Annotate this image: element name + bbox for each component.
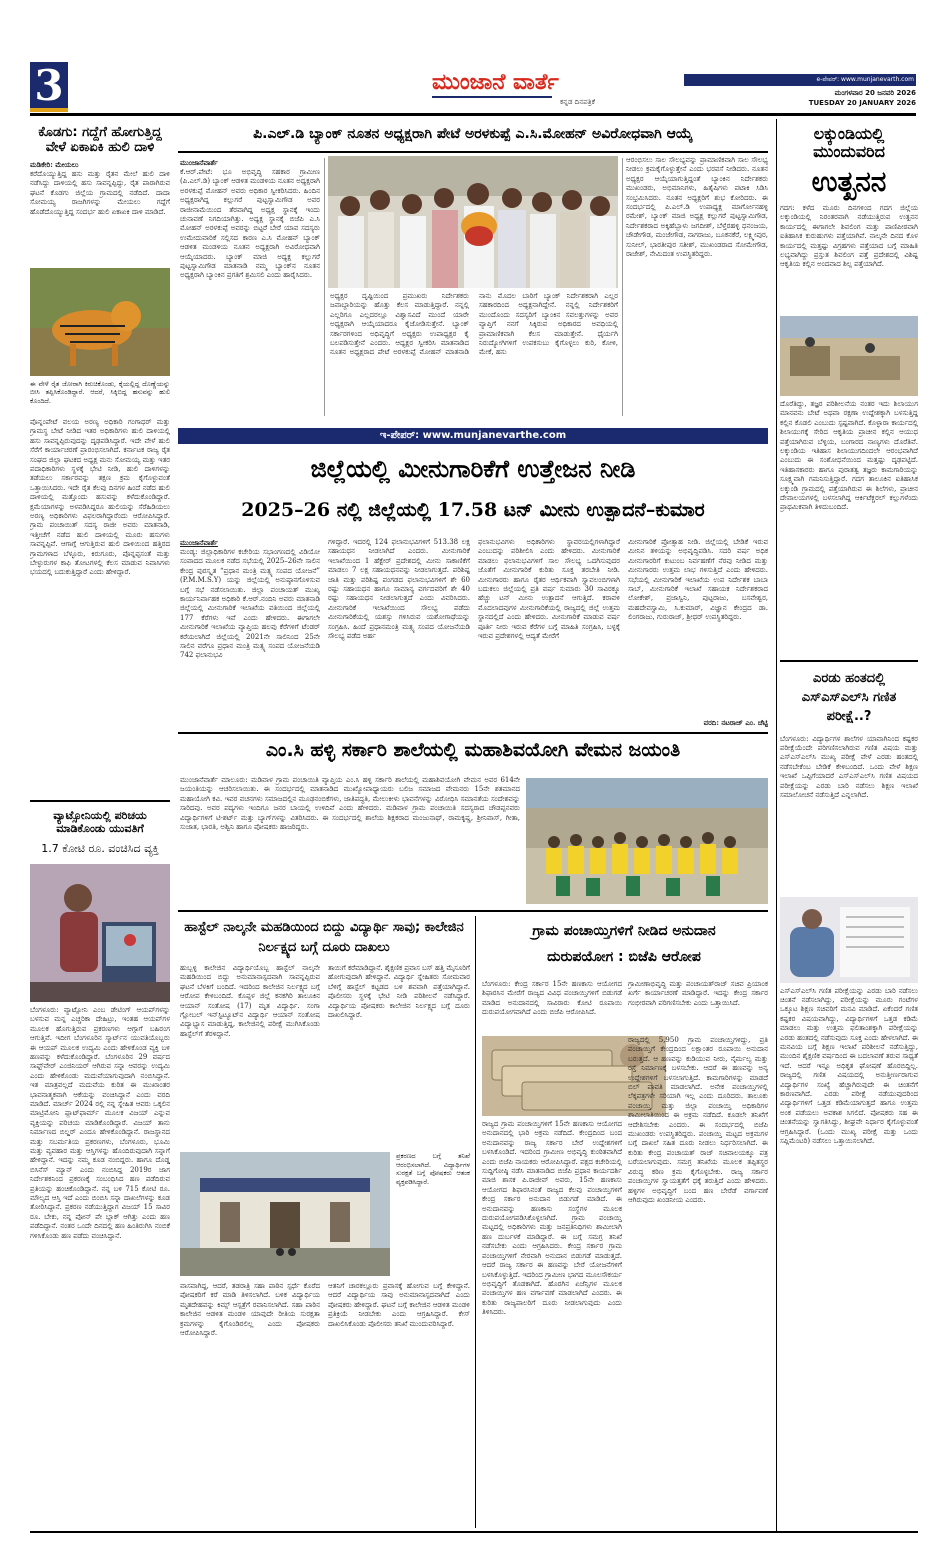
fish-col-3: ಫಲಾನುಭವಿಗಳು ಅಧಿಕಾರಿಗಳು ಸ್ಥಾವರಯಲ್ಲಿಗಳಾಗಿದ್ದಾರೆ ಎಂಬುದನ್ನು ಪರಿಶೀಲಿಸಿ ಎಂದು ಹೇಳಿದರು. ಮೀನುಗಾರಿಕೆ ಮಾಡಲು ಫಲಾನುಭವಿಗಳಿಗೆ ಸಾಲ ಸೌಲಭ್ಯ ಒದಗಿಸುವುದರ ಜೊತೆಗೆ ಮೀನುಗಾರಿಕೆ ಕುರಿತು ಸೂಕ್ತ ತರಬೇತಿ ನೀಡಿ. ಮೀನುಗಾರರು ಹಾಗೂ ರೈತರ ಆರ್ಥಿಕವಾಗಿ ಸ್ವಾವಲಂಬಿಗಳಾಗಿ ಬದುಕಲು ಜಿಲ್ಲೆಯಲ್ಲಿ ಪ್ರತಿ ವರ್ಷ ಸುಮಾರು 30 ಸಾವಿರಕ್ಕೂ ಹೆಚ್ಚು ಟನ್ ಮೀನು ಉತ್ಪಾದನೆ ಆಗುತ್ತಿದೆ. ಕರಾವಳಿ ಮೊದಲಾದವುಗಳ ಮೀನುಗಾರಿಕೆಯಲ್ಲಿ ರಾಜ್ಯದಲ್ಲಿ ಜಿಲ್ಲೆ ಉತ್ತಮ ಸ್ಥಾನದಲ್ಲಿದೆ ಎಂದು ಹೇಳಿದರು. ಮೀನುಗಾರಿಕೆ ಮಾಡುವ ವರ್ಷ ಪೂರ್ತಿ ನೀರು ಇರುವ ಕೆರೆಗಳ ಬಗ್ಗೆ ಮಾಹಿತಿ ಸಂಗ್ರಹಿಸಿ, ಬಳ್ಳಕ್ಕೆ ಇರುವ ಪ್ರದೇಶಗಳಲ್ಲಿ ಆದ್ಯತೆ ಮೇರೆಗೆ [478,538,620,641]
bank-headline-box [178,119,768,153]
right-divider-1 [780,660,918,662]
grant-headline-box [480,918,768,976]
bank-dateline: ಮುಂಜಾನೆವಾರ್ತೆ [180,158,218,167]
lakkundi-story [780,119,918,657]
bank-col-2: ಅಧ್ಯಕ್ಷರ ದೃಷ್ಟಿಯಿಂದ ಪ್ರಮುಖರು ನಿರ್ದೇಶಕರು ಜವಾಬ್ದಾರಿಯನ್ನು ಹೊತ್ತು ಕೆಲಸ ಮಾಡುತ್ತಿದ್ದಾರೆ. ನನ್ನಲ್ಲಿ ಎಲ್ಲರಿಗೂ ಎಲ್ಲದರಲ್ಲೂ ವಿಶ್ವಾಸವಿದೆ ಮುಂದೆ ಯಾರೇ ಅಧ್ಯಕ್ಷರಾಗಿ ಆಯ್ಕೆಯಾದರೂ ಕೈಜೋಡಿಸುತ್ತೇನೆ. ಬ್ಯಾಂಕ್ ಸರ್ಕಾರಗಳಿಂದ ಅಧಿವೃದ್ಧಿಗೆ ಅಧ್ಯಕ್ಷರು ಉಪಾಧ್ಯಕ್ಷರ ಕೈ ಬಲಪಡಿಸುತ್ತೇನೆ ಎಂದರು. ಆಧ್ಯಕ್ಷರ ಸ್ವೀಕರಿಸಿ ಮಾತನಾಡಿದ ನೂತನ ಅಧ್ಯಕ್ಷರಾದ ಪೇಟೆ ಅರಳಕುಪ್ಪೆ ಮೋಹನ್ ಮಾತನಾಡಿ ನಾನು ಮೊದಲ ಬಾರಿಗೆ ಬ್ಯಾಂಕ್ ನಿರ್ದೇಶಕರಾಗಿ ಎಲ್ಲರ ಸಹಕಾರದಿಂದ ಅಧ್ಯಕ್ಷನಾಗಿದ್ದೇನೆ. ನನ್ನಲ್ಲಿ ನಿರ್ದೇಶಕರಿಗೆ ಮುಂದೊಂದು ಸದಸ್ಯರಿಗೆ ಬ್ಯಾಂಕಿನ ಸವಲತ್ತುಗಳನ್ನು ಅವರ ವ್ಯಾಪ್ತಿಗೆ ನನಗೆ ಸಿಕ್ಕಿರುವ ಅಧಿಕಾರದ ಅವಧಿಯಲ್ಲಿ ಪ್ರಾಮಾಣಿಕವಾಗಿ ಕೆಲಸ ಮಾಡುತ್ತೇನೆ. ಧೈರ್ಯಗಿ ನಿರುದ್ಯೋಗಿಗಳಿಗೆ ಉಪಕಸುಬು ಕೈಗೊಳ್ಳಲು ಕುರಿ, ಕೋಳಿ, ಮೇಕೆ, ಹಸು [330,292,618,357]
grant-body-right: ರಾಜ್ಯದಲ್ಲಿ 5,950 ಗ್ರಾಮ ಪಂಚಾಯ್ತಿಗಳಿದ್ದು, ಪ್ರತಿ ಪಂಚಾಯ್ತಿಗೆ ಕೇಂದ್ರದಿಂದ ಲಕ್ಷಾಂತರ ರೂಪಾಯಿ ಅನುದಾನ ಬರುತ್ತದೆ. ಆ ಹಣವನ್ನು ಕುಡಿಯುವ ನೀರು, ನೈರ್ಮಲ್ಯ ಮತ್ತು ರಸ್ತೆ ನಿರ್ಮಾಣಕ್ಕೆ ಬಳಸಬೇಕು. ಆದರೆ ಈ ಹಣವನ್ನು ಅನ್ಯ ಉದ್ದೇಶಗಳಿಗೆ ಬಳಸಲಾಗುತ್ತಿದೆ. ಕಾಮಗಾರಿಗಳನ್ನು ಮಾಡದೆ ಬಿಲ್ ಪಾವತಿ ಮಾಡಲಾಗಿದೆ. ಅನೇಕ ಪಂಚಾಯ್ತಿಗಳಲ್ಲಿ ಲೆಕ್ಕಪತ್ರಗಳೇ ಸರಿಯಾಗಿ ಇಲ್ಲ ಎಂದು ದೂರಿದರು. ತಾಲೂಕು ಪಂಚಾಯ್ತಿ ಮತ್ತು ಜಿಲ್ಲಾ ಪಂಚಾಯ್ತಿ ಅಧಿಕಾರಿಗಳ ಶಾಮೀಲಾತಿಯಿಂದ ಈ ಅಕ್ರಮ ನಡೆದಿದೆ. ಕೂಡಲೇ ತನಿಖೆಗೆ ಆದೇಶಿಸಬೇಕು ಎಂದರು. ಈ ಸಂದರ್ಭದಲ್ಲಿ ಬಿಜೆಪಿ ಮುಖಂಡರು ಉಪಸ್ಥಿತರಿದ್ದರು. ಪಂಚಾಯ್ತಿ ಮಟ್ಟದ ಅಕ್ರಮಗಳ ಬಗ್ಗೆ ದಾಖಲೆ ಸಹಿತ ದೂರು ನೀಡಲು ನಿರ್ಧರಿಸಲಾಗಿದೆ. ಈ ಕುರಿತು ಕೇಂದ್ರ ಪಂಚಾಯತ್ ರಾಜ್ ಸಚಿವಾಲಯಕ್ಕೂ ಪತ್ರ ಬರೆಯಲಾಗುವುದು. ಸಮಗ್ರ ತನಿಖೆಯ ಮೂಲಕ ತಪ್ಪಿತಸ್ಥರ ವಿರುದ್ಧ ಕಠಿಣ ಕ್ರಮ ಕೈಗೊಳ್ಳಬೇಕು. ರಾಜ್ಯ ಸರ್ಕಾರ ಪಂಚಾಯ್ತಿಗಳ ಸ್ವಾಯತ್ತತೆಗೆ ಧಕ್ಕೆ ತರುತ್ತಿದೆ ಎಂದು ಹೇಳಿದರು. ಹಳ್ಳಿಗಳ ಅಭಿವೃದ್ಧಿಗೆ ಬಂದ ಹಣ ಬೇರೆಡೆ ವರ್ಗಾವಣೆ ಆಗಿರುವುದು ಖಂಡನೀಯ ಎಂದರು. [628,1036,768,1204]
scam-photo [30,864,170,1002]
fish-credit: ವರದಿ: ನಟರಾಜ್ ಎಂ. ಚೆಟ್ಟಿ [703,718,768,727]
grant-headline-1: ಗ್ರಾಮ ಪಂಚಾಯ್ತಿಗಳಿಗೆ ನೀಡಿದ ಅನುದಾನ [532,923,716,939]
tiger-dateline: ಮಡಿಕೇರಿ: ಮೇಯಲು [30,159,79,169]
masthead-tagline: ಕನ್ನಡ ದಿನಪತ್ರಿಕೆ [560,98,596,106]
tiger-caption: ಈ ವೇಳೆ ರೈತ ಜೋರಾಗಿ ಕಿರುಚಿಕೊಂಡು, ಕೈಯಲ್ಲಿದ್ದ ದೊಣ್ಣೆಯನ್ನು ಬೀಸಿ ತಪ್ಪಿಸಿಕೊಂಡಿದ್ದಾರೆ. ಆದರೆ, ಸಿಕ್ಕಿಬಿದ್ದ ಹಸುವನ್ನು ಹುಲಿ ಕೊಂದಿದೆ. [30,379,170,406]
lakkundi-photo [780,316,918,396]
hostel-photo [180,1152,390,1276]
scam-story [30,806,170,1531]
hostel-col-4: ಆತನಿಗೆ ಚಾರಕಲ್ಲೂರು ಪ್ರವಾಸಕ್ಕೆ ಹೋಗುವ ಬಗ್ಗೆ ಕೇಳಿದ್ದಾನೆ. ಆದರೆ ವಿದ್ಯಾರ್ಥಿಯ ಸಾವು ಅನುಮಾನಾಸ್ಪದವಾಗಿದೆ ಎಂದು ಪೋಷಕರು ಹೇಳಿದ್ದಾರೆ. ಘಟನೆ ಬಗ್ಗೆ ಕಾಲೇಜಿನ ಆಡಳಿತ ಮಂಡಳಿ ಪ್ರತಿಕ್ರಿಯೆ ನೀಡಬೇಕು ಎಂದು ಆಗ್ರಹಿಸಿದ್ದಾರೆ. ಕೇಸ್ ದಾಖಲಿಸಿಕೊಂಡು ಪೊಲೀಸರು ತನಿಖೆ ಮುಂದುವರಿಸಿದ್ದಾರೆ. [328,1282,470,1328]
sslc-body: ಬೆಂಗಳೂರು: ವಿದ್ಯಾರ್ಥಿಗಳ ಶಾಲೆಗಳ ಯಾವಾಗಿನಿಂದ ಕಷ್ಟಕರ ಪರೀಕ್ಷೆಯೆಂದೇ ಪರಿಗಣಿಸಲಾಗಿರುವ ಗಣಿತ ವಿಷಯ ಮತ್ತು ಎಸ್ಎಸ್ಎಲ್‌ಸಿ ಮುಖ್ಯ ಪರೀಕ್ಷೆ ವೇಳೆ ಎರಡು ಹಂತದಲ್ಲಿ ನಡೆಸಬೇಕೆಂಬ ಬೇಡಿಕೆ ಕೇಳಿಬಂದಿದೆ. ಒಂದು ವೇಳೆ ಶಿಕ್ಷಣ ಇಲಾಖೆ ಒಪ್ಪಿಗೆಯಾದರೆ ಎಸ್ಎಸ್ಎಲ್‌ಸಿ ಗಣಿತ ವಿಷಯದ ಪರೀಕ್ಷೆಯನ್ನು ಎರಡು ಬಾರಿ ನಡೆಸಲು ಶಿಕ್ಷಣ ಇಲಾಖೆ ಸಮಾಲೋಚನೆ ನಡೆಸುತ್ತಿದೆ ಎನ್ನಲಾಗಿದೆ. [780,734,918,799]
left-divider [30,800,170,802]
sslc-headline: ಎರಡು ಹಂತದಲ್ಲಿ ಎಸ್ಎಸ್ಎಲ್‌ಸಿ ಗಣಿತ ಪರೀಕ್ಷೆ..? [801,671,897,724]
grant-headline-2: ದುರುಪಯೋಗ : ಬಿಜೆಪಿ ಆರೋಪ [547,949,701,965]
bank-col-rule-1 [324,158,325,416]
hostel-photo-caption: ಪ್ರಕರಣದ ಬಗ್ಗೆ ತನಿಖೆ ಆರಂಭಿಸಲಾಗಿದೆ. ವಿದ್ಯಾರ್ಥಿಗಳ ಸುರಕ್ಷತೆ ಬಗ್ಗೆ ಪೋಷಕರು ಆತಂಕ ವ್ಯಕ್ತಪಡಿಸಿದ್ದಾರೆ. [396,1152,470,1186]
tiger-photo [30,268,170,376]
tiger-story [30,120,170,800]
school-photo [526,778,768,904]
lakkundi-headline-1: ಲಕ್ಕುಂಡಿಯಲ್ಲಿ ಮುಂದುವರಿದ [813,124,885,162]
page-number-box [30,62,68,112]
page-bottom-rule [30,1531,918,1533]
tiger-headline: ಕೊಡಗು: ಗದ್ದೆಗೆ ಹೋಗುತ್ತಿದ್ದ ವೇಳೆ ಏಕಾಏಕಿ ಹುಲಿ ದಾಳಿ [38,125,162,155]
bank-col-1: ಕೆ.ಆರ್.ಪೇಟೆ: ಭೂ ಅಭಿವೃದ್ಧಿ ಸಹಕಾರ ಗ್ರಾಮೀಣ (ಪಿ.ಎಲ್.ಡಿ) ಬ್ಯಾಂಕ್ ಆಡಳಿತ ಮಂಡಳಿಯ ನೂತನ ಅಧ್ಯಕ್ಷರಾಗಿ ಅರಳಕುಪ್ಪೆ ಮೋಹನ್ ಅವರು ಅಧಿಕಾರ ಸ್ವೀಕರಿಸಿದರು. ಹಿಂದಿನ ಅಧ್ಯಕ್ಷರಾಗಿದ್ದ ಕಲ್ಲುಗರೆ ಪುಟ್ಟಸ್ವಾಮಿಗೌಡ ಅವರ ರಾಜೀನಾಮೆಯಿಂದ ತೆರವಾಗಿದ್ದ ಅಧ್ಯಕ್ಷ ಸ್ಥಾನಕ್ಕೆ ಇಂದು ಚುನಾವಣೆ ನಿಗದಿಯಾಗಿತ್ತು. ಅಧ್ಯಕ್ಷ ಸ್ಥಾನಕ್ಕೆ ಬಿಜೆಪಿ ಎ.ಸಿ ಮೋಹನ್ ಅರಳಕುಪ್ಪೆ ಅವರನ್ನು ಬಿಟ್ಟರೆ ಬೇರೆ ಯಾವ ಸದಸ್ಯರು ಉಮೇದುವಾರಿಕೆ ಸಲ್ಲಿಸದ ಕಾರಣ ಎ.ಸಿ ಮೋಹನ್ ಬ್ಯಾಂಕ್ ಆಡಳಿತ ಮಂಡಳಿಯ ನೂತನ ಅಧ್ಯಕ್ಷರಾಗಿ ಅವಿರೋಧವಾಗಿ ಆಯ್ಕೆಯಾದರು. ಬ್ಯಾಂಕ್ ಮಾಜಿ ಅಧ್ಯಕ್ಷ ಕಲ್ಲುಗರೆ ಪುಟ್ಟಸ್ವಾಮಿಗೌಡ ಮಾತನಾಡಿ ನಮ್ಮ ಬ್ಯಾಂಕ್‌ನ ನೂತನ ಅಧ್ಯಕ್ಷರಾಗಿ ಬ್ಯಾಂಕಿನ ಪ್ರಗತಿಗೆ ಶ್ರಮಿಸಲಿ ಎಂದು ಹಾರೈಸಿದರು. [180,168,320,280]
scam-headline: ವ್ಯಾಟ್ಸೋನಿಯಲ್ಲಿ ಪರಿಚಯ ಮಾಡಿಕೊಂಡು ಯುವತಿಗೆ [53,809,147,835]
sslc-body-2: ಎಸ್ಎಸ್ಎಲ್‌ಸಿ ಗಣಿತ ಪರೀಕ್ಷೆಯನ್ನು ಎರಡು ಬಾರಿ ನಡೆಸಲು ಚಿಂತನೆ ನಡೆಸಲಾಗಿದ್ದು, ಪರೀಕ್ಷೆಯನ್ನು ಮೂರು ಗಂಟೆಗಳ ಒಕ್ಕೂಟ ಶಿಕ್ಷಣ ಸಚಿವರಿಗೆ ಮನವಿ ಮಾಡಿದೆ. ಏಕೆಂದರೆ ಗಣಿತ ಕಷ್ಟಕರ ವಿಷಯವಾಗಿದ್ದು, ವಿದ್ಯಾರ್ಥಿಗಳಿಗೆ ಒತ್ತಡ ಕಡಿಮೆ ಮಾಡಲು ಮತ್ತು ಉತ್ತಮ ಫಲಿತಾಂಶಕ್ಕಾಗಿ ಪರೀಕ್ಷೆಯನ್ನು ಎರಡು ಹಂತದಲ್ಲಿ ನಡೆಸುವುದು ಸೂಕ್ತ ಎಂದು ಹೇಳಲಾಗಿದೆ. ಈ ಮನವಿಯ ಬಗ್ಗೆ ಶಿಕ್ಷಣ ಇಲಾಖೆ ಪರಿಶೀಲನೆ ನಡೆಸುತ್ತಿದ್ದು, ಮುಂದಿನ ಶೈಕ್ಷಣಿಕ ವರ್ಷದಿಂದ ಈ ಬದಲಾವಣೆ ತರುವ ಸಾಧ್ಯತೆ ಇದೆ. ಆದರೆ ಇನ್ನೂ ಅಧಿಕೃತ ಘೋಷಣೆ ಹೊರಬಿದ್ದಿಲ್ಲ. ರಾಜ್ಯದಲ್ಲಿ ಗಣಿತ ವಿಷಯದಲ್ಲಿ ಅನುತ್ತೀರ್ಣರಾಗುವ ವಿದ್ಯಾರ್ಥಿಗಳ ಸಂಖ್ಯೆ ಹೆಚ್ಚಾಗಿರುವುದೇ ಈ ಚಿಂತನೆಗೆ ಕಾರಣವಾಗಿದೆ. ಎರಡು ಪರೀಕ್ಷೆ ನಡೆಯುವುದರಿಂದ ವಿದ್ಯಾರ್ಥಿಗಳಿಗೆ ಒತ್ತಡ ಕಡಿಮೆಯಾಗುತ್ತದೆ ಹಾಗೂ ಉತ್ತಮ ಅಂಕ ಪಡೆಯಲು ಅವಕಾಶ ಸಿಗಲಿದೆ. ಪೋಷಕರು ಸಹ ಈ ಚಿಂತನೆಯನ್ನು ಸ್ವಾಗತಿಸಿದ್ದು, ಶೀಘ್ರವೇ ನಿರ್ಧಾರ ಕೈಗೊಳ್ಳುವಂತೆ ಆಗ್ರಹಿಸಿದ್ದಾರೆ. (ಒಂದು ಮುಖ್ಯ ಪರೀಕ್ಷೆ ಮತ್ತು ಒಂದು ಸಪ್ಲಿಮೆಂಟರಿ) ನಡೆಸಲು ಒತ್ತಾಯಿಸಲಾಗಿದೆ. [780,986,918,1146]
masthead-underline [432,96,552,98]
hostel-col-2: ತಾಯಿಗೆ ಕರೆಮಾಡಿದ್ದಾನೆ. ಶೈಕ್ಷಣಿಕ ಪ್ರವಾಸ ಬಸ್ ಹತ್ತಿ ಮೈಸೂರಿಗೆ ಹೋಗುವುದಾಗಿ ಹೇಳಿದ್ದಾನೆ. ವಿದ್ಯಾರ್ಥಿ ಸ್ನೇಹಿತರು ಸೋಮವಾರ ಬೆಳಿಗ್ಗೆ ಹಾಸ್ಟೆಲ್ ಕಟ್ಟಡದ ಬಳಿ ಶವವಾಗಿ ಪತ್ತೆಯಾಗಿದ್ದಾನೆ. ಪೊಲೀಸರು ಸ್ಥಳಕ್ಕೆ ಭೇಟಿ ನೀಡಿ ಪರಿಶೀಲನೆ ನಡೆಸಿದ್ದಾರೆ. ವಿದ್ಯಾರ್ಥಿಯ ಪೋಷಕರು ಕಾಲೇಜಿನ ನಿರ್ಲಕ್ಷ್ಯದ ಬಗ್ಗೆ ದೂರು ದಾಖಲಿಸಿದ್ದಾರೆ. [328,964,470,1020]
sslc-photo [780,897,918,983]
lakkundi-body-2: ದೊರೆತಿದ್ದು, ತಜ್ಞರ ಪರಿಶೀಲನೆಯ ನಂತರ ಇದು ಶಿಲಾಯುಗ ಮಾನವನು ಬೇಟೆ ಅಥವಾ ರಕ್ಷಣಾ ಉದ್ದೇಶಕ್ಕಾಗಿ ಬಳಸುತ್ತಿದ್ದ ಕಲ್ಲಿನ ಕೊಡಲಿ ಎಂಬುದು ಸ್ಪಷ್ಟವಾಗಿದೆ. ಕೊಳ್ಳಾರಾ ಕಾರ್ಯದಲ್ಲಿ ಶಿಲಾಯುಗಕ್ಕೆ ಸೇರಿದ ಆಕೃತಿಯ ಪ್ರಾಚೀನ ಕಲ್ಲಿನ ಆಯುಧ ಪತ್ತೆಯಾಗಿರುವ ಬೆಳ್ಳಿಯ, ಬಂಗಾರದ ನಾಣ್ಯಗಳು ದೊರೆತಿವೆ. ಲಕ್ಕುಂಡಿಯ ಇತಿಹಾಸ ಶಿಲಾಯುಗದಿಂದಲೇ ಆರಂಭವಾಗಿದೆ ಎಂಬುದು ಈ ಸಂಶೋಧನೆಯಿಂದ ಮತ್ತಷ್ಟು ದೃಢಪಟ್ಟಿದೆ. ಇತಿಹಾಸಕಾರರು ಹಾಗೂ ಪುರಾತತ್ವ ತಜ್ಞರು ಕಾಮಗಾರಿಯನ್ನು ಸೂಕ್ಷ್ಮವಾಗಿ ಗಮನಿಸುತ್ತಿದ್ದಾರೆ. ಗದಗ ತಾಲೂಕಿನ ಐತಿಹಾಸಿಕ ಲಕ್ಕುಂಡಿ ಗ್ರಾಮದಲ್ಲಿ ಪತ್ತೆಯಾಗಿರುವ ಈ ಶಿಲೆಗಳು, ಪ್ರಾಚೀನ ದೇವಾಲಯಗಳಲ್ಲಿ ಬಳಸಲಾಗಿದ್ದ ಆರ್ಕಿಟೆಕ್ಚರಲ್ ಕಲ್ಲುಗಳೆಂದು ಪ್ರಾಥಮಿಕವಾಗಿ ತಿಳಿದುಬಂದಿದೆ. [780,399,918,512]
school-body: ಮುಂಜಾನೆವಾರ್ತೆ ಮಾಲೂರು: ಮಡಿವಾಳ ಗ್ರಾಮ ಪಂಚಾಯಿತಿ ವ್ಯಾಪ್ತಿಯ ಎಂ.ಸಿ ಹಳ್ಳಿ ಸರ್ಕಾರಿ ಶಾಲೆಯಲ್ಲಿ ಮಹಾಶಿವಯೋಗಿ ವೇಮನ ಅವರ 614ನೇ ಜಯಂತಿಯನ್ನು ಆಚರಿಸಲಾಯಿತು. ಈ ಸಂದರ್ಭದಲ್ಲಿ ಮಾತನಾಡಿದ ಮುಖ್ಯೋಪಾಧ್ಯಾಯರು ಬಲಿಜ ಸಮಾಜದ ವೇಮನರು 15ನೇ ಶತಮಾನದ ಮಹಾಯೋಗಿ ಕವಿ. ಇವರ ವಚನಗಳು ಸಮಾಜದಲ್ಲಿನ ಮೂಢನಂಬಿಕೆಗಳು, ಜಾತಿಪದ್ಧತಿ, ಮೇಲುಕೀಳು ಭಾವನೆಗಳನ್ನು ವಿರೋಧಿಸಿ ಸಮಾನತೆಯ ಸಂದೇಶವನ್ನು ಸಾರಿದವು. ಅವರ ಪದ್ಯಗಳು ಇಂದಿಗೂ ಜನರ ಬಾಯಲ್ಲಿ ಉಳಿದಿವೆ ಎಂದು ಹೇಳಿದರು. ಮಡಿವಾಳ ಗ್ರಾಮ ಪಂಚಾಯಿತಿ ಸದಸ್ಯರಾದ ಚೌಡಪ್ಪನವರು ವಿದ್ಯಾರ್ಥಿಗಳಿಗೆ ಟಿ-ಶರ್ಟ್ ಮತ್ತು ಬ್ಯಾಗ್‌ಗಳನ್ನು ವಿತರಿಸಿದರು. ಈ ಸಂದರ್ಭದಲ್ಲಿ ಶಾಲೆಯ ಶಿಕ್ಷಕರಾದ ಮಂಜುನಾಥ್, ರಾಮಕೃಷ್ಣ, ಶ್ರೀನಿವಾಸ್, ಗೀತಾ, ಸುಜಾತ, ಭಾರತಿ, ಅಶ್ವಿನಿ ಹಾಗೂ ಪೋಷಕರು ಹಾಜರಿದ್ದರು. [180,776,520,832]
header-url: e-ಪೇಪರ್: www.munjanevarth.com [816,76,914,83]
tiger-body-2: ಪೊನ್ನಂಪೇಟೆ ವಲಯ ಅರಣ್ಯ ಅಧಿಕಾರಿ ಗಂಗಾಧರ್ ಮತ್ತು ಗ್ರಾಮಸ್ಥ ಬೇಟೆ ನೀಡಿದ ಇತರ ಅಧಿಕಾರಿಗಳು ಹುಲಿ ದಾಳಿಯಲ್ಲಿ ಹಸು ಸಾವನ್ನಪ್ಪಿರುವುದನ್ನು ದೃಢಪಡಿಸಿದ್ದಾರೆ. ಇದೇ ವೇಳೆ ಹುಲಿ ಸೆರೆಗೆ ಕಾರ್ಯಾಚರಣೆ ಪ್ರಾರಂಭಿಸಲಾಗಿದೆ. ಕರ್ನಾಟಕ ರಾಜ್ಯ ರೈತ ಸಂಘದ ಜಿಲ್ಲಾ ಘಟಕದ ಅಧ್ಯಕ್ಷ ಮನು ಸೋಮಯ್ಯ ಮತ್ತು ಇತರ ಪದಾಧಿಕಾರಿಗಳು ಸ್ಥಳಕ್ಕೆ ಭೇಟಿ ನೀಡಿ, ಹುಲಿ ದಾಳಿಗಳನ್ನು ತಡೆಯಲು ಸರ್ಕಾರವನ್ನು ತಕ್ಷಣ ಕ್ರಮ ಕೈಗೊಳ್ಳುವಂತೆ ಒತ್ತಾಯಿಸಿದರು. ಇದೇ ರೈತ ಕೆಲವು ದಿನಗಳ ಹಿಂದೆ ನಡೆದ ಹುಲಿ ದಾಳಿಯಲ್ಲಿ ಮತ್ತೊಂದು ಹಸುವನ್ನು ಕಳೆದುಕೊಂಡಿದ್ದಾರೆ. ಕ್ಷಮೆಯಾಗಳನ್ನು ಅಳವಡಿಸಿದ್ದರೂ ಹುಲಿಯನ್ನು ಸೆರೆಹಿಡಿಯಲು ಅರಣ್ಯ ಅಧಿಕಾರಿಗಳು ವಿಫಲರಾಗಿದ್ದಾರೆಂದು ಆರೋಪಿಸಿದ್ದಾರೆ. ಗ್ರಾಮ ಪಂಚಾಯಿತ್ ಸದಸ್ಯ ರಾಜೀ ಅವರು ಮಾತನಾಡಿ, ಇತ್ತೀಚೆಗೆ ನಡೆದ ಹುಲಿ ದಾಳಿಯಲ್ಲಿ ಮೂರು ಹಸುಗಳು ಸಾವನ್ನಪ್ಪಿವೆ. ಆಗಾಗ್ಗೆ ಆಗುತ್ತಿರುವ ಹುಲಿ ದಾಳಿಯಿಂದ ಹತ್ತಿರದ ಗ್ರಾಮಗಳಾದ ಬೆಳ್ಳೂರು, ಕಿರುಗೂರು, ಪೊನ್ನಪ್ಪಸಂತೆ ಮತ್ತು ಬೇಳ್ಳುರುಗಳ ಕಾಫಿ ತೋಟಗಳಲ್ಲಿ ಕೆಲಸ ಮಾಡುವ ನಿವಾಸಿಗಳು ಭಯದಲ್ಲಿ ಬದುಕುತ್ತಿದ್ದಾರೆ ಎಂದು ಹೇಳಿದ್ದಾರೆ. [30,417,170,577]
fish-subhead: 2025–26 ನಲ್ಲಿ ಜಿಲ್ಲೆಯಲ್ಲಿ 17.58 ಟನ್ ಮೀನು ಉತ್ಪಾದನೆ–ಕುಮಾರ [241,500,705,521]
header-date-kn: ಮಂಗಳವಾರ 20 ಜನವರಿ 2026 [834,89,916,97]
fish-headline: ಜಿಲ್ಲೆಯಲ್ಲಿ ಮೀನುಗಾರಿಕೆಗೆ ಉತ್ತೇಜನ ನೀಡಿ [310,456,636,483]
bank-col-rule-2 [622,158,623,416]
grant-col-1: ಬೆಂಗಳೂರು: ಕೇಂದ್ರ ಸರ್ಕಾರ 15ನೇ ಹಣಕಾಸು ಆಯೋಗದ ಶಿಫಾರಸಿನ ಮೇರೆಗೆ ರಾಜ್ಯದ ವಿವಿಧ ಪಂಚಾಯ್ತಿಗಳಿಗೆ ಬಿಡುಗಡೆ ಮಾಡಿದ ಅನುದಾನದಲ್ಲಿ ಸಾವಿರಾರು ಕೋಟಿ ರೂಪಾಯಿ ದುರುಪಯೋಗವಾಗಿದೆ ಎಂದು ಬಿಜೆಪಿ ಆರೋಪಿಸಿದೆ. [482,980,622,1017]
page-number: 3 [34,61,64,110]
lakkundi-body: ಗದಗ: ಕಳೆದ ಮೂರು ದಿನಗಳಿಂದ ಗದಗ ಜಿಲ್ಲೆಯ ಲಕ್ಕುಂಡಿಯಲ್ಲಿ ನಿರಂತರವಾಗಿ ನಡೆಯುತ್ತಿರುವ ಉತ್ಖನನ ಕಾರ್ಯದಲ್ಲಿ ಈಗಾಗಲೇ ಶಿವಲಿಂಗ ಮತ್ತು ಪಾಣಿಪೀಠವಾಗಿ ಐತಿಹಾಸಿಕ ಕುರುಹುಗಳು ಪತ್ತೆಯಾಗಿವೆ. ನಾಲ್ಕನೇ ದಿನದ ಕೊಳ ಕಾರ್ಯದಲ್ಲಿ ಮತ್ತಷ್ಟು ವಿಗ್ರಹಗಳು ಪತ್ತೆಯಾದ ಬಗ್ಗೆ ಮಾಹಿತಿ ಲಭ್ಯವಾಗಿದ್ದು ಪ್ರಸ್ತುತ ಶಿವಲಿಂಗ ಪತ್ತೆ ಪ್ರದೇಶದಲ್ಲಿ ವಿಶಿಷ್ಟ ಆಕೃತಿಯ ಕಲ್ಲಿನ ಅಂದವಾದ ಶಿಲ್ಪ ಪತ್ತೆಯಾಗಿದೆ. [780,203,918,269]
header-date-en: TUESDAY 20 JANUARY 2026 [808,99,916,107]
epaper-url-bar [178,428,768,444]
masthead-rule [30,113,916,116]
bank-headline: ಪಿ.ಎಲ್.ಡಿ ಬ್ಯಾಂಕ್ ನೂತನ ಅಧ್ಯಕ್ಷರಾಗಿ ಪೇಟೆ ಅರಳಕುಪ್ಪೆ ಎ.ಸಿ.ಮೋಹನ್ ಅವಿರೋಧವಾಗಿ ಆಯ್ಕೆ [253,126,693,142]
scam-subhead: 1.7 ಕೋಟಿ ರೂ. ವಂಚಿಸಿದ ವ್ಯಕ್ತಿ [41,842,159,856]
right-border [776,119,777,1531]
fish-col-1: ಮಂಡ್ಯ: ಜಿಲ್ಲಾಧಿಕಾರಿಗಳ ಕಚೇರಿಯ ಸಭಾಂಗಣದಲ್ಲಿ ವಿಡಿಯೋ ಸಂವಾದದ ಮೂಲಕ ನಡೆದ ಸಭೆಯಲ್ಲಿ 2025–26ನೇ ಸಾಲಿನ ಕೇಂದ್ರ ಪುರಸ್ಕೃತ “ಪ್ರಧಾನ ಮಂತ್ರಿ ಮತ್ಸ್ಯ ಸಂಪದ ಯೋಜನೆ” (P.M.M.S.Y) ಯನ್ನು ಜಿಲ್ಲೆಯಲ್ಲಿ ಅನುಷ್ಠಾನಗೊಳಿಸುವ ಬಗ್ಗೆ ಸಭೆ ನಡೆಸಲಾಯಿತು. ಜಿಲ್ಲಾ ಪಂಚಾಯತ್ ಮುಖ್ಯ ಕಾರ್ಯನಿರ್ವಾಹಕ ಅಧಿಕಾರಿ ಕೆ.ಆರ್.ನಂದಿನಿ ಅವರು ಮಾತನಾಡಿ ಜಿಲ್ಲೆಯಲ್ಲಿ ಮೀನುಗಾರಿಕೆ ಇಲಾಖೆಯ ವತಿಯಿಂದ ಜಿಲ್ಲೆಯಲ್ಲಿ 177 ಕೆರೆಗಳು ಇವೆ ಎಂದು ಹೇಳಿದರು. ಈಗಾಗಲೇ ಮೀನುಗಾರಿಕೆ ಇಲಾಖೆಯ ವ್ಯಾಪ್ತಿಯ ಹಲವು ಕೆರೆಗಳಿಗೆ ಟೆಂಡರ್ ಕರೆಯಲಾಗಿದೆ ಜಿಲ್ಲೆಯಲ್ಲಿ 2021ನೇ ಸಾಲಿನಿಂದ 25ನೇ ಸಾಲಿನ ವರೆಗೂ ಪ್ರಧಾನ ಮಂತ್ರಿ ಮತ್ಸ್ಯ ಸಂಪದ ಯೋಜನೆಯಡಿ 742 ಫಲಾನುಭವಿ [180,548,320,660]
hostel-col-3: ವಾಸವಾಗಿದ್ದ, ಆದರೆ, ತಡರಾತ್ರಿ ಸಹಾ ಪಾಠಿನ ಸ್ಪರ್ಧೆ ಕೊರೆದ ಪೋಷಕರಿಗೆ ಕರೆ ಮಾಡಿ ತಿಳಿಸಲಾಗಿದೆ. ಬಳಿಕ ವಿದ್ಯಾರ್ಥಿಯ ಮೃತದೇಹವನ್ನು ಕಿಮ್ಸ್ ಆಸ್ಪತ್ರೆಗೆ ರವಾನಿಸಲಾಗಿದೆ. ಸಹಾ ಪಾಠಿನ ಕಾಲೇಜಿನ ಆಡಳಿತ ಮಂಡಳಿ ಯಾವುದೇ ರೀತಿಯ ಸುರಕ್ಷತಾ ಕ್ರಮಗಳನ್ನು ಕೈಗೊಂಡಿರಲಿಲ್ಲ ಎಂದು ಪೋಷಕರು ಆರೋಪಿಸಿದ್ದಾರೆ. [180,1282,320,1338]
bank-col-3: ಆರಂಭಿಸಲು ಸಾಲ ಸೌಲಭ್ಯವನ್ನು ಪ್ರಾಮಾಣಿಕವಾಗಿ ಸಾಲ ಸೌಲಭ್ಯ ನೀಡಲು ಕ್ರಮಕೈಗೊಳ್ಳುತ್ತೇನೆ ಎಂದು ಭರವಸೆ ನೀಡಿದರು. ನೂತನ ಅಧ್ಯಕ್ಷರ ಆಯ್ಕೆಯಾಗುತ್ತಿದ್ದಂತೆ ಬ್ಯಾಂಕಿನ ನಿರ್ದೇಶಕರು ಮುಖಂಡರು, ಅಭಿಮಾನಿಗಳು, ಹಿತೈಷಿಗಳು ಪಟಾಕಿ ಸಿಡಿಸಿ ಸಂಭ್ರಮಿಸಿದರು. ನೂತನ ಅಧ್ಯಕ್ಷರಿಗೆ ಶುಭ ಕೋರಿದರು. ಈ ಸಂದರ್ಭದಲ್ಲಿ ಪಿ.ಎಲ್.ಡಿ ಉಪಾಧ್ಯಕ್ಷ ಮಾರ್ಗೋನಹಳ್ಳಿ ರಮೇಶ್, ಬ್ಯಾಂಕ್ ಮಾಜಿ ಅಧ್ಯಕ್ಷ ಕಲ್ಲುಗರೆ ಪುಟ್ಟಸ್ವಾಮಿಗೌಡ, ನಿರ್ದೇಶಕರಾದ ಅಕ್ಕಿಹೆಬ್ಬಾಳು ಜಗದೀಶ್, ಬೆಳ್ತೆರಹಳ್ಳಿ ಧನಂಜಯ, ಚೌಡೇಗೌಡ, ಮಂಜೇಗೌಡ, ನಾಗರಾಜು, ಬೂಕನಕೆರೆ, ಲಕ್ಷ್ಮೀಪುರ, ಸುನೀಲ್, ಭಾರತೀಪುರ ಸತೀಶ್, ಮುಖಂಡರಾದ ಸೋಮೇಗೌಡ, ರಾಜೇಶ್, ನೇಮಿದಂತ ಉಪಸ್ಥಿತರಿದ್ದರು. [626,156,768,259]
hostel-grant-divider [475,916,476,1528]
school-headline: ಎಂ.ಸಿ ಹಳ್ಳಿ ಸರ್ಕಾರಿ ಶಾಲೆಯಲ್ಲಿ ಮಹಾಶಿವಯೋಗಿ ವೇಮನ ಜಯಂತಿ [265,740,681,761]
grant-col-2: ಗ್ರಾಮೀಣಾಭಿವೃದ್ಧಿ ಮತ್ತು ಪಂಚಾಯತ್‌ರಾಜ್ ಸಚಿವ ಪ್ರಿಯಾಂಕ ಖರ್ಗೆ ಕಾರ್ಯಾಚರಣೆ ಮಾಡಿದ್ದಾರೆ. ಇದನ್ನು ಕೇಂದ್ರ ಸರ್ಕಾರ ಗಂಭೀರವಾಗಿ ಪರಿಗಣಿಸಬೇಕು ಎಂದು ಒತ್ತಾಯಿಸಿದೆ. [628,980,768,1007]
sslc-story [780,664,918,1530]
school-bottom-rule [178,910,768,912]
tiger-body: ಕರೆದೊಯ್ಯುತ್ತಿದ್ದ ಹಸು ಮತ್ತು ರೈತನ ಮೇಲೆ ಹುಲಿ ದಾಳಿ ನಡೆಸಿದ್ದು ದಾಳಿಯಲ್ಲಿ ಹಸು ಸಾವನ್ನಪ್ಪಿದ್ದು, ರೈತ ಪಾರಾಗಿರುವ ಘಟನೆ ಕೊಡಗು ಜಿಲ್ಲೆಯ ಗ್ರಾಮದಲ್ಲಿ ನಡೆದಿದೆ. ದಾದಾ ಸೋಮಯ್ಯ ರಾಜಗಿಗಳನ್ನು ಮೇಯಲು ಗದ್ದೆಗೆ ಹೊಡೆದೊಯ್ಯುತ್ತಿದ್ದ ಸಂದರ್ಭ ಹುಲಿ ಏಕಾಏಕಿ ದಾಳಿ ಮಾಡಿದೆ. [30,169,170,216]
hostel-headline: ಹಾಸ್ಟೆಲ್ ನಾಲ್ಕನೇ ಮಹಡಿಯಿಂದ ಬಿದ್ದು ವಿದ್ಯಾರ್ಥಿ ಸಾವು; ಕಾಲೇಜಿನ ನಿರ್ಲಕ್ಷ್ಯದ ಬಗ್ಗೆ ದೂರು ದಾಖಲು [184,920,464,955]
bank-photo [328,156,618,288]
fish-col-4: ಮೀನುಗಾರಿಕೆ ಪ್ರೋತ್ಸಾಹ ನೀಡಿ. ಜಿಲ್ಲೆಯಲ್ಲಿ ಬೇಡಿಕೆ ಇರುವ ಮೀನಿನ ತಳಿಯನ್ನು ಅಭಿವೃದ್ಧಿಪಡಿಸಿ. ಸದರಿ ವರ್ಷ ಅಧಿಕ ಮೀನುಗಾರರಿಗೆ ಕುಟುಂಬ ನಿರ್ವಹಣೆಗೆ ನೆರವು ನೀಡಿದ ಮತ್ತು ಮೀನುಗಾರರು ಉತ್ತಮ ಲಾಭ ಗಳಿಸುತ್ತಿದೆ ಎಂದು ಹೇಳಿದರು. ಸಭೆಯಲ್ಲಿ ಮೀನುಗಾರಿಕೆ ಇಲಾಖೆಯ ಉಪ ನಿರ್ದೇಶಕ ಬಾಬಾ ಸಾಬ್, ಮೀನುಗಾರಿಕೆ ಇಲಾಖೆ ಸಹಾಯಕ ನಿರ್ದೇಶಕರಾದ ಲೋಕೇಶ್, ಪ್ರಜಾಸ್ವಿನಿ, ಪುಟ್ಟರಾಜು, ಬಸವೇಶ್ವರ, ಮಹದೇವಸ್ವಾಮಿ, ಸಿ.ಕುಮಾರ್, ವಿಜ್ಞಾನ ಕೇಂದ್ರದ ಡಾ. ಲಿಂಗರಾಜು, ಗುರುರಾಜ್, ಶ್ರೀಧರ್ ಉಪಸ್ಥಿತರಿದ್ದರು. [628,538,768,622]
scam-body: ಬೆಂಗಳೂರು: ವ್ಯಾಟ್ಸೋನಿ ಎಂಬ ಡೇಟಿಂಗ್ ಆಯಪ್‌ಗಳನ್ನು ಬಳಸುವ ಮನ್ನ ಎಚ್ಚರಿಕಾ ದೇಹಿಟ್ರು, ಇಂತಹ ಆಯಪ್‌ಗಳ ಮೂಲಕ ಹೊಗುತ್ತಿರುವ ಪ್ರಕರಣಗಳು ಆಗ್ಗಾಗೆ ಬಹಿರಂಗ ಆಗುತ್ತಿವೆ. ಇದೀಗ ಬೆಂಗಳೂರಿನ ಸ್ಮಾರ್ಟ್‌ನ ಯುವತಿಯೊಬ್ಬರು ಈ ಆಯಪ್ ಮೂಲಕ ಉದ್ಯಮಿ ಎಂದು ಹೇಳಿಕೊಂಡ ವ್ಯಕ್ತಿ ಬಳಿ ಹಣವನ್ನು ಕಳೆದುಕೊಂಡಿದ್ದಾರೆ. ಬೆಂಗಳೂರಿನ 29 ವರ್ಷದ ಸಾಫ್ಟ್‌ವೇರ್ ಎಂಜಿನಿಯರ್ ಆಗಿರುವ ಸನ್ನಾ ಆವರನ್ನು ಉದ್ಯಮಿ ಎಂದು ಹೇಳಿಕೊಂಡು ಮದುವೆಯಾಗುವುದಾಗಿ ನಂಬಿಸಿದ್ದಾನೆ. ಇತ ಮಾತ್ರವಲ್ಲದೆ ಮದುವೆಯ ಕುರಿತ ಈ ಮುಖಾಂತರ ಭಾವನಾತ್ಮಕವಾಗಿ ಆಕೆಯನ್ನು ವಂಚಿಸಿದ್ದಾನೆ ಎಂದು ವರದಿ ಮಾಡಿದೆ. ಮಾರ್ಚ್ 2024 ರಲ್ಲಿ ನನ್ನ ಸ್ನೇಹಿತ ಆವರು ಒಕ್ಕಲಿನ ಮಾಟ್ರಿಮೋನಿ ಪ್ಲಾಟ್‌ಫಾರ್ಮ್ ಮೂಲಕ ವಿಜಯ್ ಎನ್ನುವ ವ್ಯಕ್ತಿಯನ್ನು ಪರಿಚಯ ಮಾಡಿಕೊಂಡಿದ್ದಾರೆ. ವಿಜಯ್ ತಾನು ನಿರ್ಮಾಣದ ಬಿಲ್ಡರ್ ಎಂದೂ ಹೇಳಿಕೊಂಡಿದ್ದಾನೆ. ರಾಜಸ್ಥಾನದ ಮತ್ತು ಸಬರ್ಮತಿಯ ಪ್ರಕರಣಗಳು, ಬೆಂಗಳೂರು, ಭೂಮಿ ಮತ್ತು ವ್ಯವಹಾರ ಮತ್ತು ಆಸ್ತಿಗಳನ್ನು ಹೊಂದಿರುವುದಾಗಿ ಸನ್ನಾಗೆ ಹೇಳಿದ್ದಾನೆ. ಇದನ್ನು ನಮ್ಮ ಕೂಡ ನಂಬಿದ್ದರು. ಹಾಗೂ ದೊಡ್ಡ ಬಿಸಿನೆಸ್ ಮ್ಯಾನ್ ಎಂದು ನಂಬಿಸಿದ್ದ 2019ರ ಜಾಗ ನಿರ್ದೇಶಕನಿಂದ ಪ್ರಕರಣಕ್ಕೆ ಸಂಬಂಧಿಸಿದ ಹಣ ಪಡೆದಿರುವ ಪ್ರತಿಯನ್ನು ಹಂಚಿಕೊಂಡಿದ್ದಾನೆ. ನನ್ನ ಬಳಿ 715 ಕೋಟಿ ರೂ. ಮೌಲ್ಯದ ಆಸ್ತಿ ಇದೆ ಎಂದು ಬಿಂಬಿಸಿ ಸನ್ನಾ ದಾಖಲೆಗಳನ್ನು ಕೂಡ ತೋರಿಸಿದ್ದಾನೆ. ಪ್ರಕರಣ ನಡೆಯುತ್ತಿದ್ದಾಗ ವಿಜಯ್ 15 ಸಾವಿರ ರೂ. ಬೇಕು, ನನ್ನ ಪೋನ್ ಪೇ ಬ್ಲಾಕ್ ಆಗಿತ್ತು ಎಂದು ಹಣ ಪಡೆದಿದ್ದಾನೆ. ನಂತರ ಒಂದೇ ದಿನದಲ್ಲಿ ಹಣ ಹಿಂತಿರುಗಿಸಿ ನಂಬಿಕೆ ಗಳಿಸಿಕೊಂಡು ಹಣ ಪಡೆದು ವಂಚಿಸಿದ್ದಾನೆ. [30,1005,170,1240]
lakkundi-headline-2: ಉತ್ಖನನ [811,164,887,198]
hostel-col-1: ಹುಬ್ಬಳ್ಳಿ ಕಾಲೇಜಿನ ವಿದ್ಯಾರ್ಥಿಯೊಬ್ಬ ಹಾಸ್ಟೆಲ್ ನಾಲ್ಕನೇ ಮಹಡಿಯಿಂದ ಬಿದ್ದು ಅನುಮಾನಾಸ್ಪದವಾಗಿ ಸಾವನ್ನಪ್ಪಿರುವ ಘಟನೆ ಬೆಳಕಿಗೆ ಬಂದಿದೆ. ಇದರಿಂದ ಕಾಲೇಜಿನ ನಿರ್ಲಕ್ಷ್ಯದ ಬಗ್ಗೆ ಆರೋಪ ಕೇಳಿಬಂದಿದೆ. ಕೊಪ್ಪಳ ಜಿಲ್ಲೆ ಕನಕಗಿರಿ ತಾಲೂಕಿನ ಆಯಾನ್ ಸಂತೋಷ (17) ಮೃತ ವಿದ್ಯಾರ್ಥಿ. ಸಂಗಾ ಗ್ಲೋಬಲ್ ಇನ್‌ಸ್ಟಿಟ್ಯೂಟ್‌ನ ವಿದ್ಯಾರ್ಥಿ ಆಯಾನ್ ಸಂತೋಷ ವಿದ್ಯಾಭ್ಯಾಸ ಮಾಡುತ್ತಿದ್ದ, ಕಾಲೇಜಿನಲ್ಲಿ ಪರೀಕ್ಷೆ ಮುಗಿಸಿಕೊಂಡು ಹಾಸ್ಟೆಲ್‌ಗೆ ತೆರಳಿದ್ದಾನೆ. [180,964,320,1038]
epaper-url[interactable]: ಇ-ಪೇಪರ್: www.munjanevarthe.com [379,430,567,441]
masthead-title: ಮುಂಜಾನೆ ವಾರ್ತೆ [432,70,559,95]
fish-col-2: ಗಳಿದ್ದಾರೆ. ಇದರಲ್ಲಿ 124 ಫಲಾನುಭವಿಗಳಿಗೆ 513.38 ಲಕ್ಷ ಸಹಾಯಧನ ನೀಡಲಾಗಿದೆ ಎಂದರು. ಮೀನುಗಾರಿಕೆ ಇಲಾಖೆಯಿಂದ 1 ಹೆಕ್ಟೇರ್ ಪ್ರದೇಶದಲ್ಲಿ ಮೀನು ಸಾಕಾಣಿಕೆಗೆ ಮಾಡಲು 7 ಲಕ್ಷ ಸಹಾಯಧನವನ್ನು ನೀಡಲಾಗುತ್ತದೆ. ಪರಿಶಿಷ್ಟ ಜಾತಿ ಮತ್ತು ಪರಿಶಿಷ್ಟ ಪಂಗಡದ ಫಲಾನುಭವಿಗಳಿಗೆ ಶೇ 60 ರಷ್ಟು ಸಹಾಯಧನ ಹಾಗೂ ಸಾಮಾನ್ಯ ವರ್ಗದವರಿಗೆ ಶೇ 40 ರಷ್ಟು ಸಹಾಯಧನ ನೀಡಲಾಗುತ್ತದೆ ಎಂದು ವಿವರಿಸಿದರು. ಮೀನುಗಾರಿಕೆ ಇಲಾಖೆಯಿಂದ ಸೌಲಭ್ಯ ಪಡೆದು ಮೀನುಗಾರಿಕೆಯಲ್ಲಿ ಯಶಸ್ಸು ಗಳಿಸಿರುವ ಯಶೋಗಾಥೆಯನ್ನು ಸಂಗ್ರಹಿಸಿ. ಹಿಂದೆ ಪ್ರಧಾನಮಂತ್ರಿ ಮತ್ಸ್ಯ ಸಂಪದ ಯೋಜನೆಯಡಿ ಸೌಲಭ್ಯ ಪಡೆದ ಅರ್ಹ [328,538,470,641]
fish-dateline: ಮುಂಜಾನೆವಾರ್ತೆ [180,538,218,547]
fish-bottom-rule [178,732,768,734]
grant-body-bottom: ರಾಜ್ಯದ ಗ್ರಾಮ ಪಂಚಾಯ್ತಿಗಳಿಗೆ 15ನೇ ಹಣಕಾಸು ಆಯೋಗದ ಅನುದಾನದಲ್ಲಿ ಭಾರಿ ಅಕ್ರಮ ನಡೆದಿದೆ. ಕೇಂದ್ರದಿಂದ ಬಂದ ಅನುದಾನವನ್ನು ರಾಜ್ಯ ಸರ್ಕಾರ ಬೇರೆ ಉದ್ದೇಶಗಳಿಗೆ ಬಳಸಿಕೊಂಡಿದೆ. ಇದರಿಂದ ಗ್ರಾಮೀಣ ಅಭಿವೃದ್ಧಿ ಕುಂಠಿತವಾಗಿದೆ ಎಂದು ಬಿಜೆಪಿ ನಾಯಕರು ಆರೋಪಿಸಿದ್ದಾರೆ. ಪಕ್ಷದ ಕಚೇರಿಯಲ್ಲಿ ಸುದ್ದಿಗೋಷ್ಠಿ ನಡೆಸಿ ಮಾತನಾಡಿದ ಬಿಜೆಪಿ ಪ್ರಧಾನ ಕಾರ್ಯದರ್ಶಿ ಮಾಜಿ ಶಾಸಕ ಪಿ.ರಾಜೀವ್ ಅವರು, 15ನೇ ಹಣಕಾಸು ಆಯೋಗದ ಶಿಫಾರಸಿನಂತೆ ರಾಜ್ಯದ ಕೆಲವು ಪಂಚಾಯ್ತಿಗಳಿಗೆ ಕೇಂದ್ರ ಸರ್ಕಾರ ಅನುದಾನ ಬಿಡುಗಡೆ ಮಾಡಿದೆ. ಈ ಅನುದಾನವನ್ನು ಹಣಕಾಸು ಸಂಸ್ಥೆಗಳ ಮೂಲಕ ದುರುಪಯೋಗಪಡಿಸಿಕೊಳ್ಳಲಾಗಿದೆ. ಗ್ರಾಮ ಪಂಚಾಯ್ತಿ ಮಟ್ಟದಲ್ಲಿ ಅಧಿಕಾರಿಗಳು ಮತ್ತು ಜನಪ್ರತಿನಿಧಿಗಳು ಶಾಮೀಲಾಗಿ ಹಣ ದುರ್ಬಳಕೆ ಮಾಡಿದ್ದಾರೆ. ಈ ಬಗ್ಗೆ ಸಮಗ್ರ ತನಿಖೆ ನಡೆಸಬೇಕು ಎಂದು ಆಗ್ರಹಿಸಿದರು. ಕೇಂದ್ರ ಸರ್ಕಾರ ಗ್ರಾಮ ಪಂಚಾಯ್ತಿಗಳಿಗೆ ನೇರವಾಗಿ ಅನುದಾನ ಬಿಡುಗಡೆ ಮಾಡುತ್ತದೆ. ಆದರೆ ರಾಜ್ಯ ಸರ್ಕಾರ ಈ ಹಣವನ್ನು ಬೇರೆ ಯೋಜನೆಗಳಿಗೆ ಬಳಸಿಕೊಳ್ಳುತ್ತಿದೆ. ಇದರಿಂದ ಗ್ರಾಮೀಣ ಭಾಗದ ಮೂಲಸೌಕರ್ಯ ಅಭಿವೃದ್ಧಿಗೆ ತೊಡಕಾಗಿದೆ. ಹೊರಗಿನ ಏಜೆನ್ಸಿಗಳ ಮೂಲಕ ಪಂಚಾಯ್ತಿಗಳ ಹಣ ವರ್ಗಾವಣೆ ಮಾಡಲಾಗಿದೆ ಎಂದರು. ಈ ಕುರಿತು ರಾಜ್ಯಪಾಲರಿಗೆ ದೂರು ನೀಡಲಾಗುವುದು ಎಂದು ತಿಳಿಸಿದರು. [482,1120,622,1317]
